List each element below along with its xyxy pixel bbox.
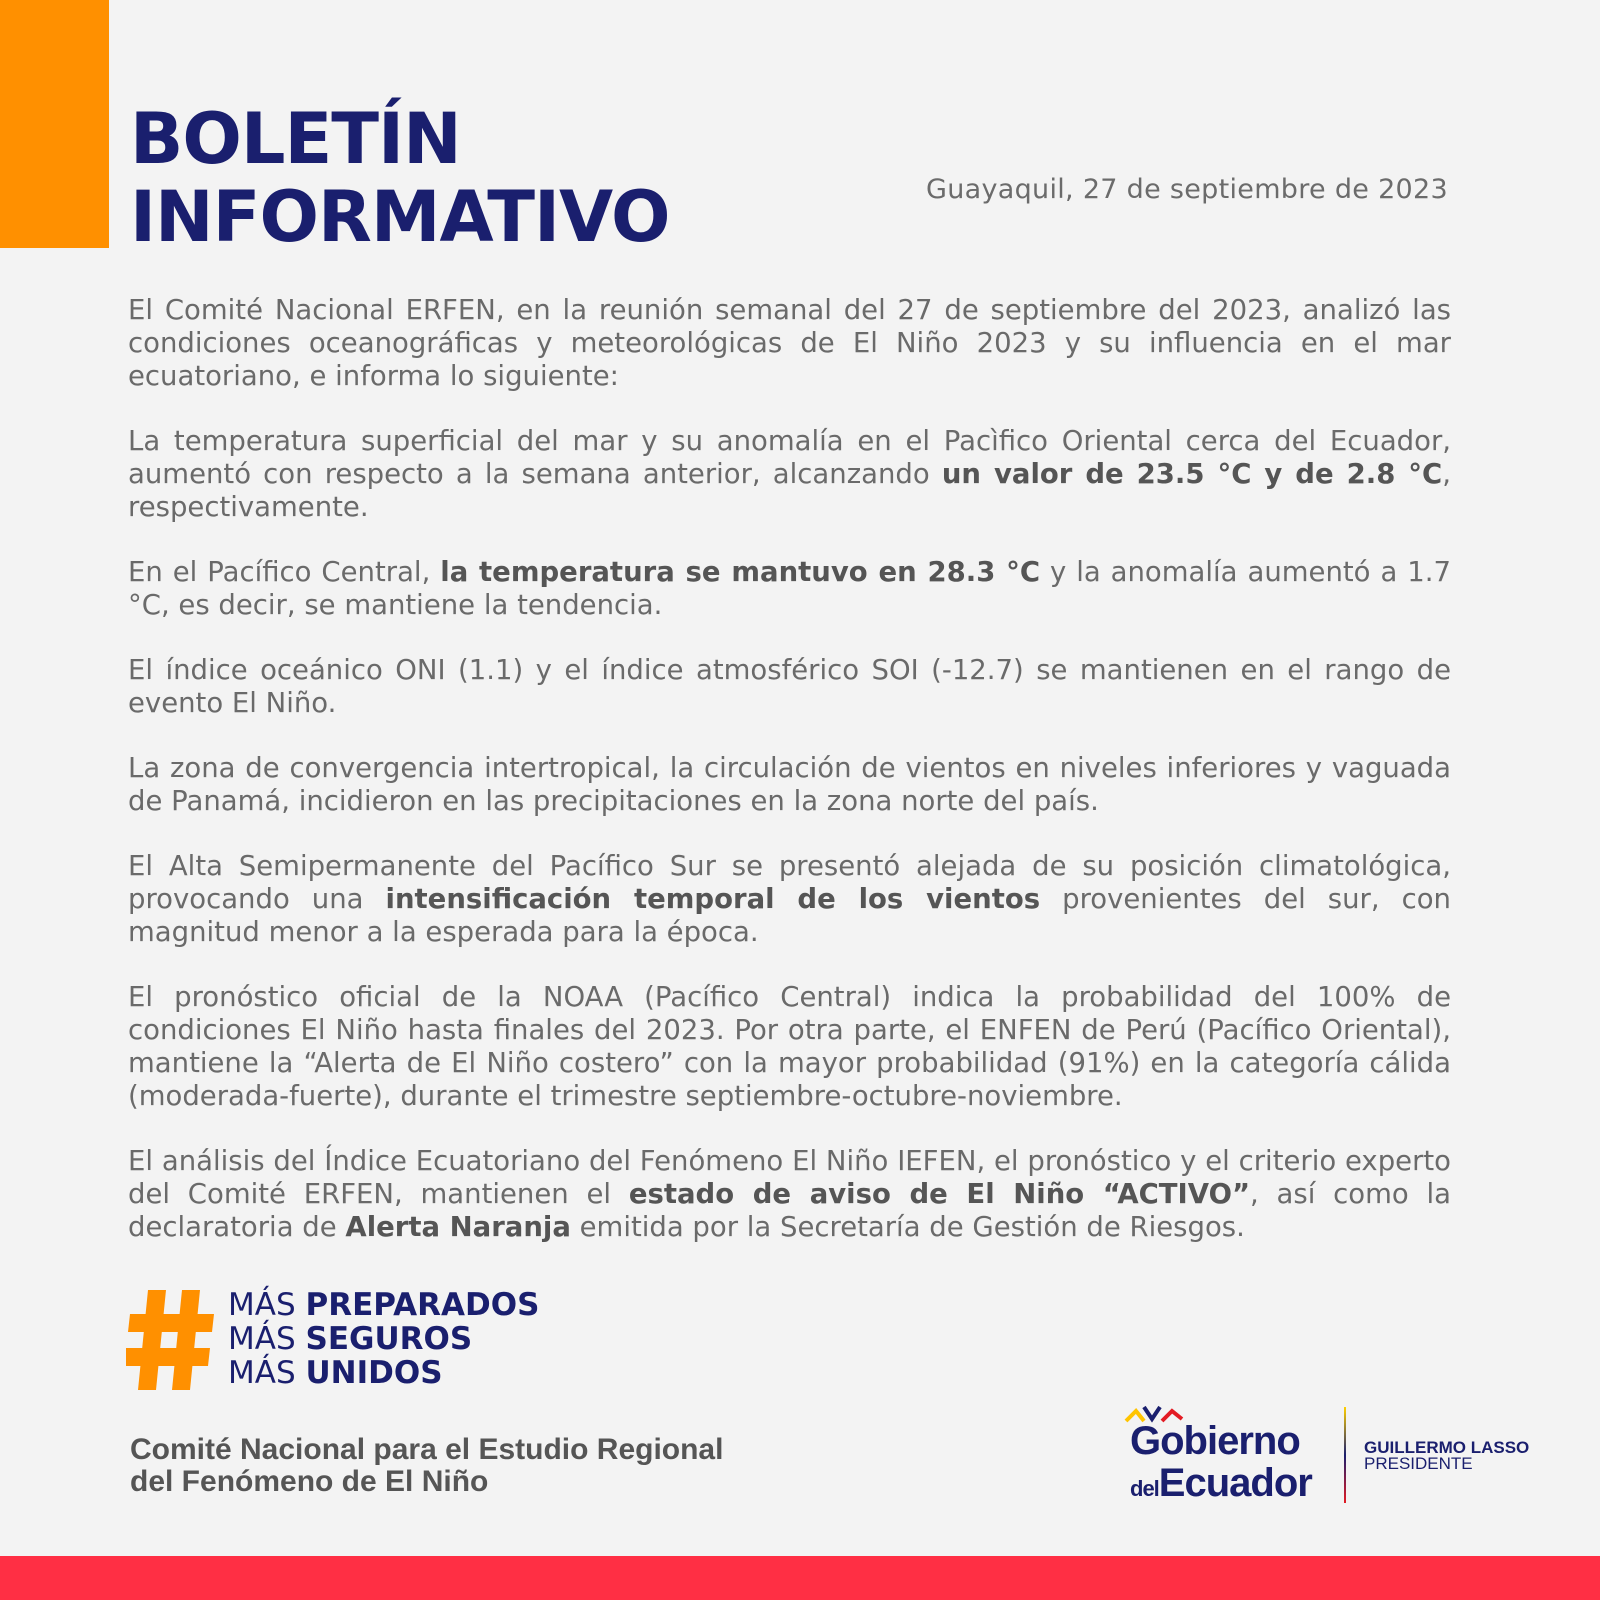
slogan-line-2 [228,1322,539,1356]
text-segment: La temperatura superficial del mar y su anomalía en el Pacìfico Oriental cerca del Ecuador, aumentó con respecto a la semana anterior, alcanzando [128,425,1451,490]
gov-logo-line-2 [1130,1461,1312,1506]
bold-segment: la temperatura se mantuvo en 28.3 °C [440,556,1041,588]
committee-line-1: Comité Nacional para el Estudio Regional [130,1433,724,1466]
text-segment: , así como la declaratoria de [128,1178,1451,1243]
slogan-prefix: MÁS [228,1287,306,1323]
bulletin-body [128,294,1451,1276]
text-segment: En el Pacífico Central, [128,556,441,588]
gov-logo-small: del [1130,1476,1159,1501]
page-title [130,100,670,256]
paragraph-south-pacific [128,850,1451,949]
slogan-prefix: MÁS [228,1321,306,1357]
text-segment: El análisis del Índice Ecuatoriano del Fenómeno El Niño IEFEN, el pronóstico y el criterio experto del Comité ERFEN, mantienen el [128,1145,1451,1210]
gov-logo-big: Ecuador [1158,1461,1312,1505]
footer-red-bar [0,1556,1600,1600]
gov-logo-line-1: Gobierno [1130,1419,1300,1463]
text-segment: emitida por la Secretaría de Gestión de Riesgos. [570,1211,1245,1243]
bold-segment: estado de aviso de El Niño “ACTIVO” [628,1178,1251,1210]
slogan-word: PREPARADOS [305,1287,540,1323]
bold-segment: Alerta Naranja [345,1211,571,1243]
president-name: GUILLERMO LASSO [1364,1438,1530,1457]
text-segment: provenientes del sur, con magnitud menor a la esperada para la época. [128,883,1451,948]
text-segment: El Alta Semipermanente del Pacífico Sur se presentó alejada de su posición climatológica, provocando una [128,850,1451,915]
paragraph-convergence: La zona de convergencia intertropical, la circulación de vientos en niveles inferiores y vaguada de Panamá, incidieron en las precipitaciones en la zona norte del país. [128,752,1451,817]
bold-segment: intensificación temporal de los vientos [385,883,1041,915]
title-line-1: BOLETÍN [130,98,461,180]
committee-name [130,1434,723,1498]
slogan-line-1 [228,1288,539,1322]
campaign-slogan [228,1288,539,1390]
paragraph-indices: El índice oceánico ONI (1.1) y el índice atmosférico SOI (-12.7) se mantienen en el rango de evento El Niño. [128,654,1451,719]
president-role: PRESIDENTE [1364,1454,1473,1473]
logo-divider [1344,1407,1346,1503]
slogan-line-3 [228,1356,539,1390]
text-segment: y la anomalía aumentó a 1.7 °C, es decir, se mantiene la tendencia. [128,556,1451,621]
title-line-2: INFORMATIVO [130,176,670,258]
hashtag-icon [126,1290,214,1390]
text-segment: , respectivamente. [128,458,1451,523]
paragraph-conclusion [128,1145,1451,1244]
government-logo [1120,1405,1340,1503]
slogan-word: SEGUROS [305,1321,473,1357]
committee-line-2: del Fenómeno de El Niño [130,1465,489,1498]
slogan-prefix: MÁS [228,1355,306,1391]
orange-accent-block [0,0,109,248]
bold-segment: un valor de 23.5 °C y de 2.8 °C [941,458,1443,490]
paragraph-intro: El Comité Nacional ERFEN, en la reunión semanal del 27 de septiembre del 2023, analizó las condiciones oceanográficas y meteorológicas de El Niño 2023 y su influencia en el mar ecuatoriano, e informa lo siguiente: [128,294,1451,392]
slogan-word: UNIDOS [305,1355,443,1391]
paragraph-central-pacific [128,556,1451,622]
paragraph-sea-temperature [128,425,1451,524]
president-credit [1364,1440,1529,1472]
place-date: Guayaquil, 27 de septiembre de 2023 [926,174,1448,205]
paragraph-forecast: El pronóstico oficial de la NOAA (Pacífico Central) indica la probabilidad del 100% de condiciones El Niño hasta finales del 2023. Por otra parte, el ENFEN de Perú (Pacífico Oriental), mantiene la “Alerta de El Niño costero” con la mayor probabilidad (91%) en la categoría cálida (moderada-fuerte), durante el trimestre septiembre-octubre-noviembre. [128,981,1451,1112]
